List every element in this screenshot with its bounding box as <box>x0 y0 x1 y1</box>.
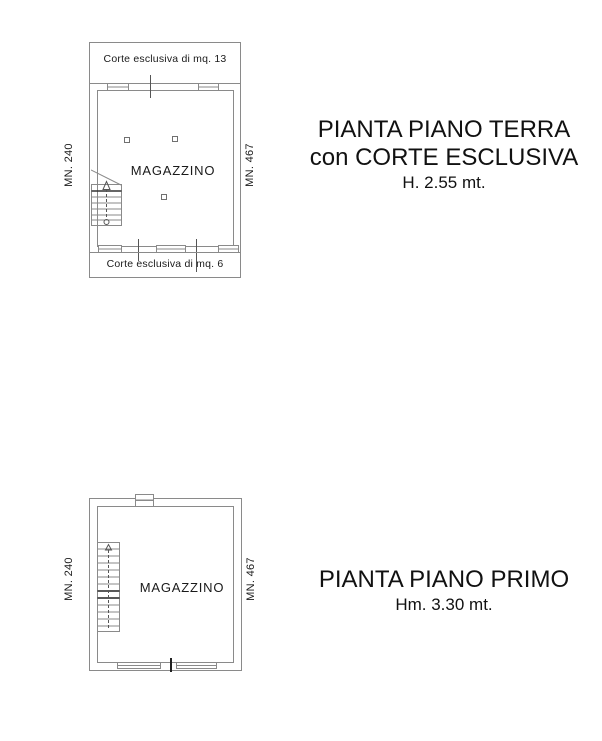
gf-court-bottom-label: Corte esclusiva di mq. 6 <box>106 258 224 270</box>
ground-floor-title <box>298 116 590 194</box>
ground-floor-plan <box>89 42 241 278</box>
gf-stairs-icon <box>91 168 123 228</box>
gf-court-bottom-divider <box>89 252 240 253</box>
first-floor-plan <box>89 498 242 671</box>
ff-room-label: MAGAZZINO <box>139 580 225 595</box>
gf-title-line1: PIANTA PIANO TERRA <box>317 116 571 143</box>
ff-dim-label-right: MN. 467 <box>245 557 257 601</box>
gf-dim-label-left: MN. 240 <box>63 143 75 187</box>
gf-title-line2: con CORTE ESCLUSIVA <box>309 144 579 171</box>
gf-title-height: H. 2.55 mt. <box>402 173 486 192</box>
stair-direction-arrow <box>103 182 110 190</box>
first-floor-title <box>298 566 590 616</box>
gf-window-symbol-top-left <box>107 83 129 91</box>
ff-window-symbol-bottom-right <box>176 662 217 669</box>
gf-pillar <box>161 194 167 200</box>
ff-window-symbol-top <box>135 494 154 507</box>
gf-pillar <box>172 136 178 142</box>
ff-title-height: Hm. 3.30 mt. <box>395 595 493 614</box>
ff-window-symbol-bottom-left <box>117 662 161 669</box>
gf-dim-label-right: MN. 467 <box>244 143 256 187</box>
gf-room-label: MAGAZZINO <box>130 163 216 178</box>
gf-court-top-label: Corte esclusiva di mq. 13 <box>103 53 227 65</box>
gf-pillar <box>124 137 130 143</box>
gf-wall-tick-top <box>150 75 151 98</box>
ff-title-line1: PIANTA PIANO PRIMO <box>318 566 570 593</box>
ff-wall-tick-bottom <box>170 658 172 672</box>
gf-window-symbol-top-right <box>198 83 219 91</box>
ff-dim-label-left: MN. 240 <box>63 557 75 601</box>
